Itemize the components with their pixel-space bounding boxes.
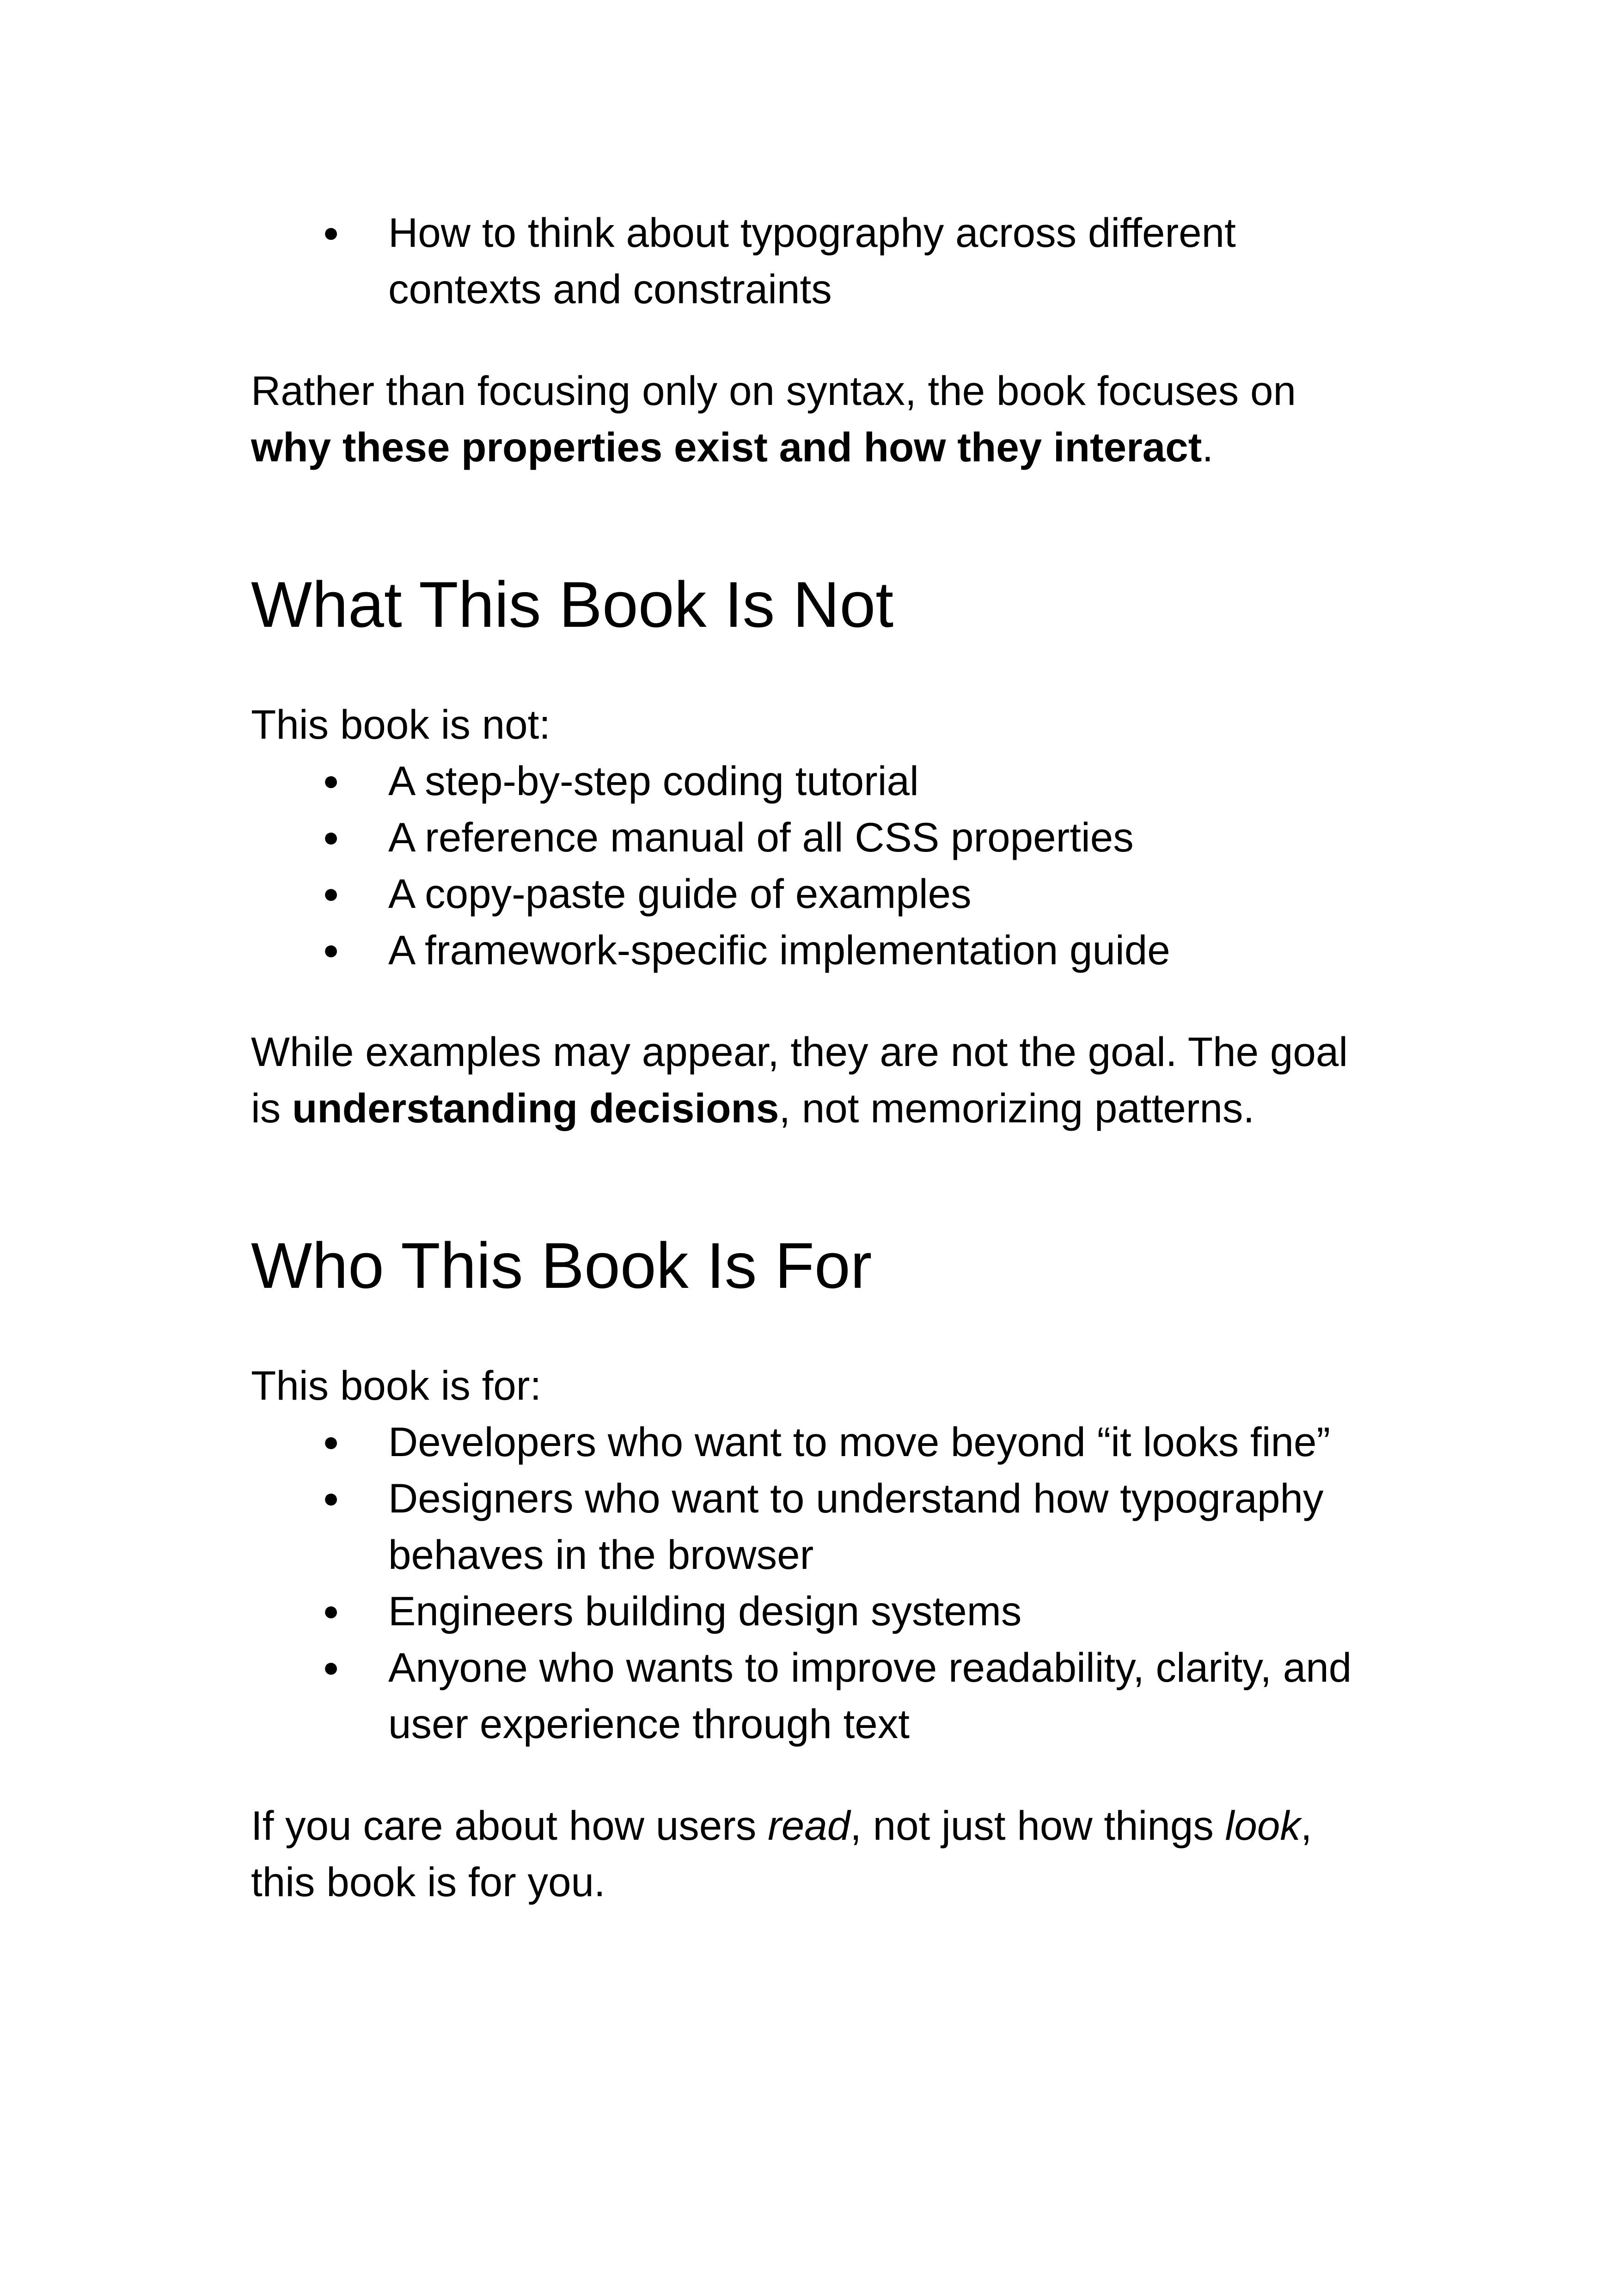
list-item-text: A reference manual of all CSS properties bbox=[388, 814, 1134, 860]
bullet-icon: ● bbox=[323, 821, 340, 852]
list-item bbox=[251, 1639, 1397, 1752]
list-item bbox=[251, 1470, 1397, 1583]
list-item bbox=[251, 809, 1397, 865]
list-item-text: A copy-paste guide of examples bbox=[388, 870, 972, 917]
not-list bbox=[251, 753, 1397, 978]
bullet-icon: ● bbox=[323, 1652, 340, 1683]
not-closing-paragraph bbox=[251, 1023, 1397, 1136]
list-item-text: contexts and constraints bbox=[388, 266, 832, 312]
list-item bbox=[251, 1414, 1397, 1470]
bullet-icon: ● bbox=[323, 1426, 340, 1457]
list-item-text: user experience through text bbox=[388, 1701, 910, 1747]
list-item-text: Designers who want to understand how typography bbox=[388, 1475, 1324, 1521]
list-item bbox=[251, 204, 1397, 317]
list-item-text: A step-by-step coding tutorial bbox=[388, 758, 919, 804]
list-item-text: How to think about typography across different bbox=[388, 209, 1236, 256]
paragraph-text: , bbox=[1300, 1802, 1312, 1849]
paragraph-text: While examples may appear, they are not the goal. The goal bbox=[251, 1029, 1348, 1075]
bullet-icon: ● bbox=[323, 1595, 340, 1626]
page-content bbox=[251, 204, 1397, 1910]
paragraph-text: If you care about how users bbox=[251, 1802, 768, 1849]
list-item-text: Anyone who wants to improve readability, clarity, and bbox=[388, 1644, 1352, 1690]
for-closing-paragraph bbox=[251, 1797, 1397, 1910]
paragraph-text: is bbox=[251, 1085, 292, 1131]
not-lead: This book is not: bbox=[251, 701, 551, 747]
section-heading-not: What This Book Is Not bbox=[251, 568, 894, 641]
bullet-icon: ● bbox=[323, 878, 340, 909]
paragraph-text: , not memorizing patterns. bbox=[779, 1085, 1255, 1131]
list-item bbox=[251, 922, 1397, 978]
bullet-icon: ● bbox=[323, 765, 340, 796]
list-item-text: behaves in the browser bbox=[388, 1531, 814, 1578]
bold-text: why these properties exist and how they interact bbox=[251, 424, 1202, 470]
for-lead: This book is for: bbox=[251, 1362, 542, 1408]
bullet-icon: ● bbox=[323, 1482, 340, 1513]
bullet-icon: ● bbox=[323, 217, 340, 248]
list-item bbox=[251, 753, 1397, 809]
list-item-text: A framework-specific implementation guide bbox=[388, 927, 1170, 973]
bullet-icon: ● bbox=[323, 934, 340, 965]
bold-text: understanding decisions bbox=[292, 1085, 779, 1131]
list-item-text: Developers who want to move beyond “it looks fine” bbox=[388, 1419, 1331, 1465]
list-item-text: Engineers building design systems bbox=[388, 1588, 1022, 1634]
intro-list bbox=[251, 204, 1397, 317]
paragraph-text: . bbox=[1202, 424, 1214, 470]
italic-text: look bbox=[1225, 1802, 1301, 1849]
list-item bbox=[251, 865, 1397, 922]
paragraph-text: Rather than focusing only on syntax, the book focuses on bbox=[251, 367, 1296, 414]
italic-text: read bbox=[768, 1802, 850, 1849]
for-list bbox=[251, 1414, 1397, 1752]
section-heading-for: Who This Book Is For bbox=[251, 1229, 872, 1302]
paragraph-text: , not just how things bbox=[850, 1802, 1225, 1849]
list-item bbox=[251, 1583, 1397, 1639]
rather-paragraph bbox=[251, 362, 1397, 475]
paragraph-text: this book is for you. bbox=[251, 1859, 605, 1905]
